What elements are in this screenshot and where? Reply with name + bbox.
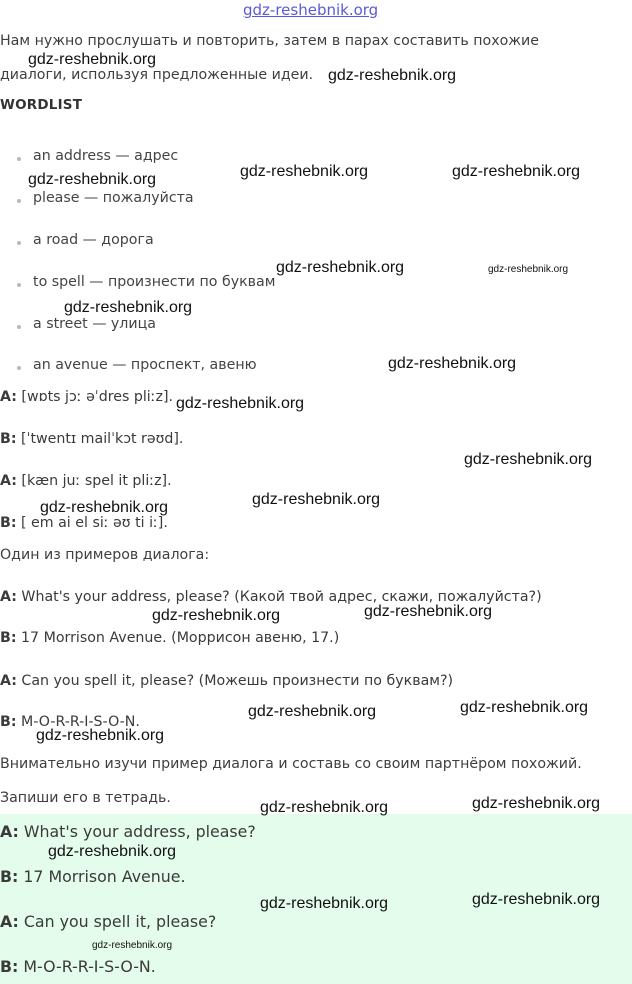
watermark: gdz-reshebnik.org: [460, 699, 589, 716]
bullet-icon: [17, 283, 21, 287]
watermark: gdz-reshebnik.org: [364, 603, 493, 620]
task-line-2: Запиши его в тетрадь.: [0, 790, 171, 806]
watermark: gdz-reshebnik.org: [260, 895, 389, 912]
watermark: gdz-reshebnik.org: [464, 451, 593, 468]
wordlist-item: please — пожалуйста: [33, 190, 194, 206]
bullet-icon: [17, 199, 21, 203]
watermark: gdz-reshebnik.org: [176, 395, 305, 412]
watermark: gdz-reshebnik.org: [48, 843, 177, 860]
watermark: gdz-reshebnik.org: [328, 67, 457, 84]
watermark: gdz-reshebnik.org: [260, 799, 389, 816]
watermark: gdz-reshebnik.org: [252, 491, 381, 508]
example-line: B: 17 Morrison Avenue. (Моррисон авеню, 17.): [0, 630, 340, 646]
watermark: gdz-reshebnik.org: [452, 163, 581, 180]
watermark: gdz-reshebnik.org: [388, 355, 517, 372]
example-line: A: What's your address, please? (Какой твой адрес, скажи, пожалуйста?): [0, 589, 542, 605]
watermark: gdz-reshebnik.org: [152, 607, 281, 624]
wordlist-item: a road — дорога: [33, 232, 154, 248]
watermark: gdz-reshebnik.org: [28, 171, 157, 188]
watermark: gdz-reshebnik.org: [248, 703, 377, 720]
instruction-line-1: Нам нужно прослушать и повторить, затем в парах составить похожие: [0, 33, 540, 49]
site-header-link[interactable]: gdz-reshebnik.org: [243, 1, 379, 19]
wordlist-item: an avenue — проспект, авеню: [33, 357, 257, 373]
answer-line: A: What's your address, please?: [0, 822, 256, 841]
wordlist-heading: WORDLIST: [0, 97, 83, 113]
watermark: gdz-reshebnik.org: [64, 299, 193, 316]
example-line: A: Can you spell it, please? (Можешь произнести по буквам?): [0, 673, 454, 689]
watermark: gdz-reshebnik.org: [276, 259, 405, 276]
bullet-icon: [17, 157, 21, 161]
bullet-icon: [17, 366, 21, 370]
example-line: B: M-O-R-R-I-S-O-N.: [0, 714, 140, 730]
answer-line: B: 17 Morrison Avenue.: [0, 867, 186, 886]
instruction-line-2: диалоги, используя предложенные идеи.: [0, 67, 314, 83]
transcription-line: A: [wɒts jɔː əˈdres pliːz].: [0, 389, 174, 405]
bullet-icon: [17, 325, 21, 329]
watermark: gdz-reshebnik.org: [472, 891, 601, 908]
example-intro: Один из примеров диалога:: [0, 547, 210, 563]
transcription-line: B: [ˈtwentɪ mailˈkɔt rəʊd].: [0, 431, 184, 447]
watermark: gdz-reshebnik.org: [472, 795, 601, 812]
answer-line: A: Can you spell it, please?: [0, 912, 217, 931]
watermark: gdz-reshebnik.org: [36, 727, 165, 744]
wordlist-item: a street — улица: [33, 316, 156, 332]
bullet-icon: [17, 241, 21, 245]
watermark: gdz-reshebnik.org: [92, 940, 173, 951]
watermark: gdz-reshebnik.org: [240, 163, 369, 180]
task-line-1: Внимательно изучи пример диалога и составь со своим партнёром похожий.: [0, 756, 582, 772]
wordlist-item: to spell — произнести по буквам: [33, 274, 276, 290]
wordlist-item: an address — адрес: [33, 148, 179, 164]
answer-line: B: M-O-R-R-I-S-O-N.: [0, 957, 156, 976]
watermark: gdz-reshebnik.org: [28, 51, 157, 68]
transcription-line: B: [ em ai el siː əʊ ti iː].: [0, 515, 168, 531]
watermark: gdz-reshebnik.org: [40, 499, 169, 516]
watermark: gdz-reshebnik.org: [488, 264, 569, 275]
transcription-line: A: [kæn juː spel it pliːz].: [0, 473, 172, 489]
